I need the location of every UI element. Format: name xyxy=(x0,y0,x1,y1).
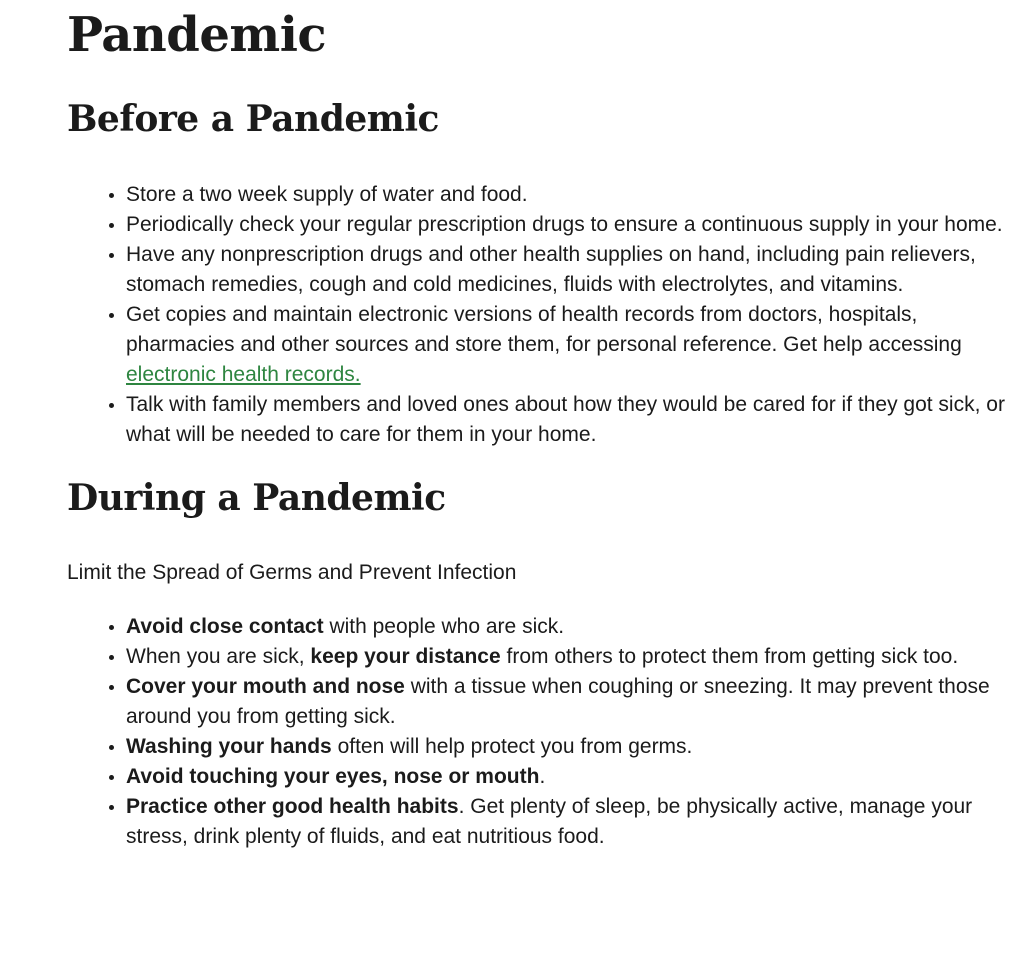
list-item: When you are sick, keep your distance from others to protect them from getting sick too. xyxy=(126,642,1017,672)
list-item: Avoid touching your eyes, nose or mouth. xyxy=(126,762,1017,792)
list-item: Avoid close contact with people who are sick. xyxy=(126,612,1017,642)
list-item: Cover your mouth and nose with a tissue when coughing or sneezing. It may prevent those around you from getting sick. xyxy=(126,672,1017,732)
list-item: Periodically check your regular prescription drugs to ensure a continuous supply in your home. xyxy=(126,210,1017,240)
main-content xyxy=(67,0,1017,852)
list-item: Have any nonprescription drugs and other health supplies on hand, including pain relievers, stomach remedies, cough and cold medicines, fluids with electrolytes, and vitamins. xyxy=(126,240,1017,300)
list-item: Store a two week supply of water and food. xyxy=(126,180,1017,210)
before-pandemic-heading: Before a Pandemic xyxy=(67,98,439,140)
before-pandemic-list xyxy=(67,180,1017,450)
page-title: Pandemic xyxy=(67,7,327,63)
during-pandemic-heading: During a Pandemic xyxy=(67,477,446,519)
list-item: Talk with family members and loved ones about how they would be cared for if they got sick, or what will be needed to care for them in your home. xyxy=(126,390,1017,450)
list-item: Washing your hands often will help protect you from germs. xyxy=(126,732,1017,762)
during-pandemic-list xyxy=(67,612,1017,852)
list-item: Get copies and maintain electronic versions of health records from doctors, hospitals, pharmacies and other sources and store them, for personal reference. Get help accessing electronic health records. xyxy=(126,300,1017,390)
during-pandemic-subtitle: Limit the Spread of Germs and Prevent Infection xyxy=(67,561,517,584)
list-item: Practice other good health habits. Get plenty of sleep, be physically active, manage your stress, drink plenty of fluids, and eat nutritious food. xyxy=(126,792,1017,852)
electronic-health-records-link[interactable]: electronic health records. xyxy=(126,363,361,386)
